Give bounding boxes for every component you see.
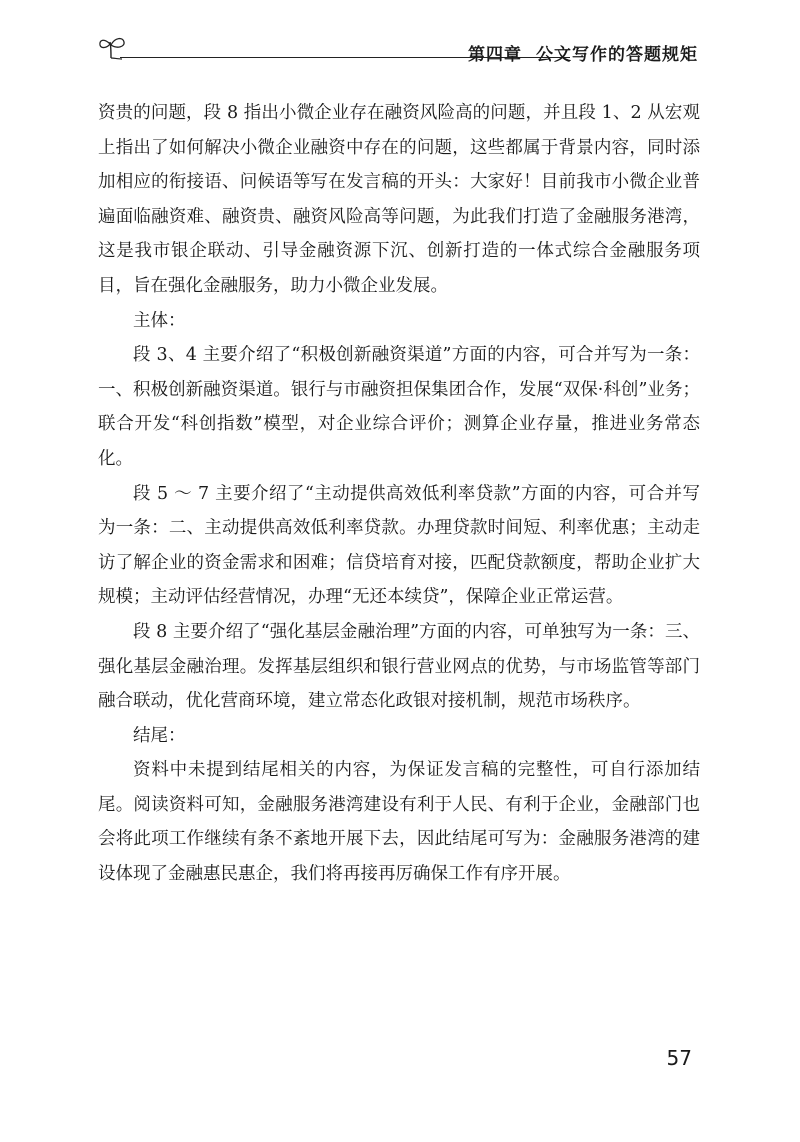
chapter-number: 第四章	[468, 45, 522, 65]
body-text	[98, 96, 700, 892]
paragraph-ending: 资料中未提到结尾相关的内容，为保证发言稿的完整性，可自行添加结尾。阅读资料可知，金融服务港湾建设有利于人民、有利于企业，金融部门也会将此项工作继续有条不紊地开展下去，因此结尾可写为：金融服务港湾的建设体现了金融惠民惠企，我们将再接再厉确保工作有序开展。	[98, 760, 700, 885]
section-label-body: 主体：	[133, 310, 186, 331]
paragraph-point-1: 段 3、4 主要介绍了“积极创新融资渠道”方面的内容，可合并写为一条：一、积极创新融资渠道。银行与市融资担保集团合作，发展“双保·科创”业务；联合开发“科创指数”模型，对企业综合评价；测算企业存量，推进业务常态化。	[98, 345, 700, 469]
section-label-ending: 结尾：	[133, 725, 186, 746]
paragraph-continued: 资贵的问题，段 8 指出小微企业存在融资风险高的问题，并且段 1、2 从宏观上指出了如何解决小微企业融资中存在的问题，这些都属于背景内容，同时添加相应的衔接语、问候语等写在发言稿的开头：大家好！目前我市小微企业普遍面临融资难、融资贵、融资风险高等问题，为此我们打造了金融服务港湾，这是我市银企联动、引导金融资源下沉、创新打造的一体式综合金融服务项目，旨在强化金融服务，助力小微企业发展。	[98, 103, 700, 296]
paragraph-point-3: 段 8 主要介绍了“强化基层金融治理”方面的内容，可单独写为一条：三、强化基层金融治理。发挥基层组织和银行营业网点的优势，与市场监管等部门融合联动，优化营商环境，建立常态化政银对接机制，规范市场秩序。	[98, 621, 700, 712]
paragraph-point-2: 段 5 ～ 7 主要介绍了“主动提供高效低利率贷款”方面的内容，可合并写为一条：二、主动提供高效低利率贷款。办理贷款时间短、利率优惠；主动走访了解企业的资金需求和困难；信贷培育对接，匹配贷款额度，帮助企业扩大规模；主动评估经营情况，办理“无还本续贷”，保障企业正常运营。	[98, 483, 700, 608]
page-number: 57	[666, 1046, 692, 1070]
chapter-heading	[468, 40, 698, 65]
chapter-title: 公文写作的答题规矩	[536, 45, 698, 65]
running-header	[98, 32, 698, 72]
